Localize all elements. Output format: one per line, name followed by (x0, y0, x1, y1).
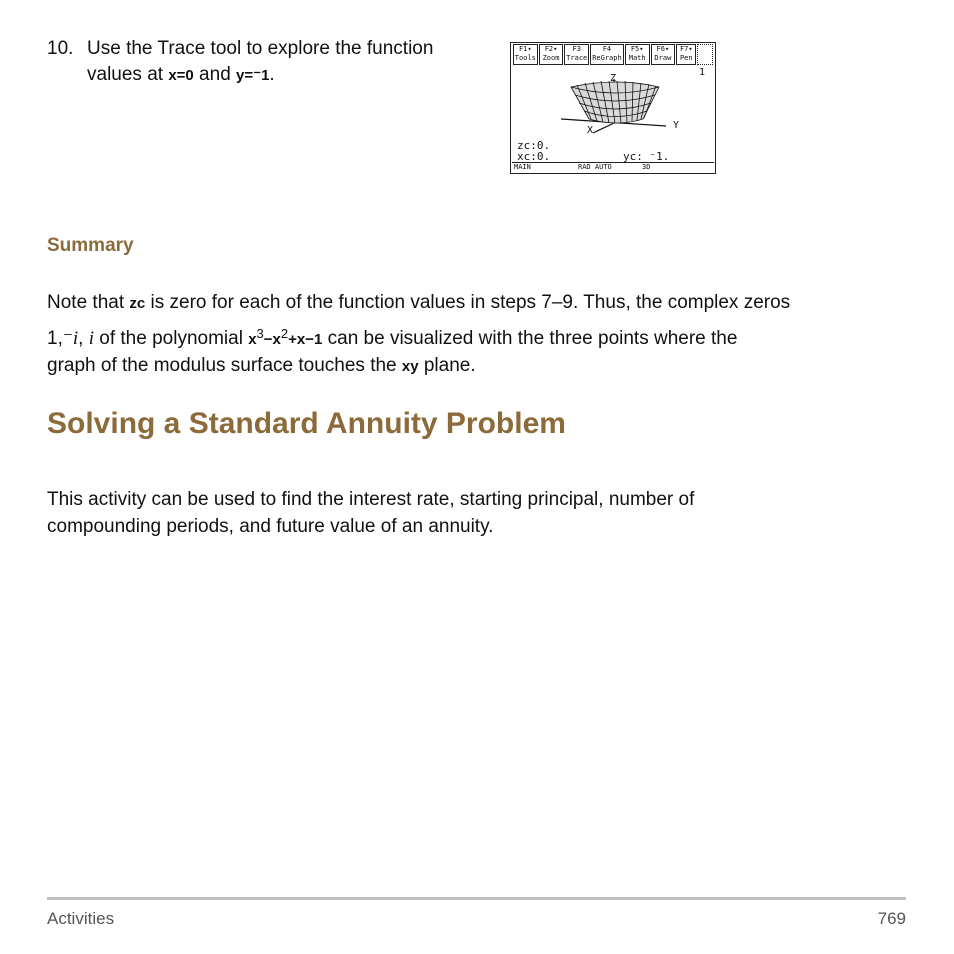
graph-indicator: 1 (699, 67, 706, 78)
summary-line-3 (47, 351, 917, 382)
fkey-label: F7▾ (679, 45, 693, 53)
modulus-surface-mesh (571, 81, 659, 123)
section-paragraph (47, 486, 917, 540)
calculator-screenshot (510, 42, 716, 174)
section-heading: Solving a Standard Annuity Problem (47, 407, 566, 440)
imaginary-unit: i (88, 328, 94, 349)
summary-paragraph (47, 288, 917, 382)
fkey-label: F1▾ (519, 45, 532, 53)
imaginary-unit: i (72, 328, 79, 349)
fkey-label: Zoom (542, 54, 560, 62)
step-number: 10. (47, 38, 74, 59)
poly-term: − (263, 331, 273, 348)
summary-heading: Summary (47, 235, 134, 256)
poly-term: x (272, 331, 281, 348)
fkey-label: Math (628, 54, 646, 62)
status-mode: MAIN (514, 163, 531, 171)
x-axis-line (593, 123, 614, 133)
footer-section-name: Activities (47, 909, 115, 928)
code-xy: xy (401, 358, 419, 375)
step-text-end: . (269, 64, 275, 85)
fkey-label: Tools (514, 54, 536, 62)
poly-term: x (248, 331, 257, 348)
fkey-label: Trace (566, 54, 588, 62)
step-text-2: values at (87, 64, 169, 85)
text: is zero for each of the function values in steps 7–9. Thus, the complex zeros (145, 292, 791, 313)
code-y-neg1: y=⁻1 (236, 67, 270, 84)
status-bar (512, 162, 714, 172)
fkey-label: ReGraph (592, 54, 622, 62)
fkey-label: F2▾ (544, 45, 558, 53)
polynomial (248, 326, 323, 348)
text: 1,⁻ (47, 328, 73, 349)
status-angle: RAD AUTO (578, 163, 612, 171)
step-line-2 (47, 62, 497, 89)
step-text-1: Use the Trace tool to explore the function (87, 38, 434, 59)
xc-readout: xc:0. (517, 150, 551, 163)
poly-exponent: 2 (280, 326, 289, 341)
fkey-label: F3 (572, 45, 581, 53)
step-10 (47, 36, 497, 89)
yc-readout: yc: ⁻1. (623, 150, 670, 163)
step-text-and: and (193, 64, 237, 85)
summary-line-2 (47, 319, 917, 355)
text: , (78, 328, 89, 349)
section-line-1: This activity can be used to find the interest rate, starting principal, number of (47, 489, 695, 510)
y-axis-label: Y (673, 120, 680, 131)
text: graph of the modulus surface touches the (47, 355, 402, 376)
zc-readout: zc:0. (517, 139, 551, 152)
poly-term: +x−1 (288, 331, 323, 348)
summary-line-1 (47, 288, 917, 319)
code-zc: zc (129, 295, 146, 312)
section-line-2: compounding periods, and future value of an annuity. (47, 516, 494, 537)
code-x0: x=0 (168, 67, 194, 84)
text: Note that (47, 292, 130, 313)
z-axis-label: Z (610, 73, 617, 84)
status-graph-mode: 3D (642, 163, 651, 171)
footer-rule (47, 897, 906, 900)
fkey-label: F4 (602, 45, 612, 53)
text: plane. (418, 355, 476, 376)
text: of the polynomial (94, 328, 249, 349)
x-axis-label: X (587, 125, 594, 136)
fkey-label: F6▾ (656, 45, 670, 53)
fkey-label: Pen (679, 54, 693, 62)
page-number: 769 (877, 909, 906, 928)
step-line-1 (47, 36, 497, 62)
text: can be visualized with the three points where the (322, 328, 738, 349)
fkey-label: Draw (654, 54, 672, 62)
poly-exponent: 3 (256, 326, 264, 341)
fkey-label: F5▾ (630, 45, 644, 53)
